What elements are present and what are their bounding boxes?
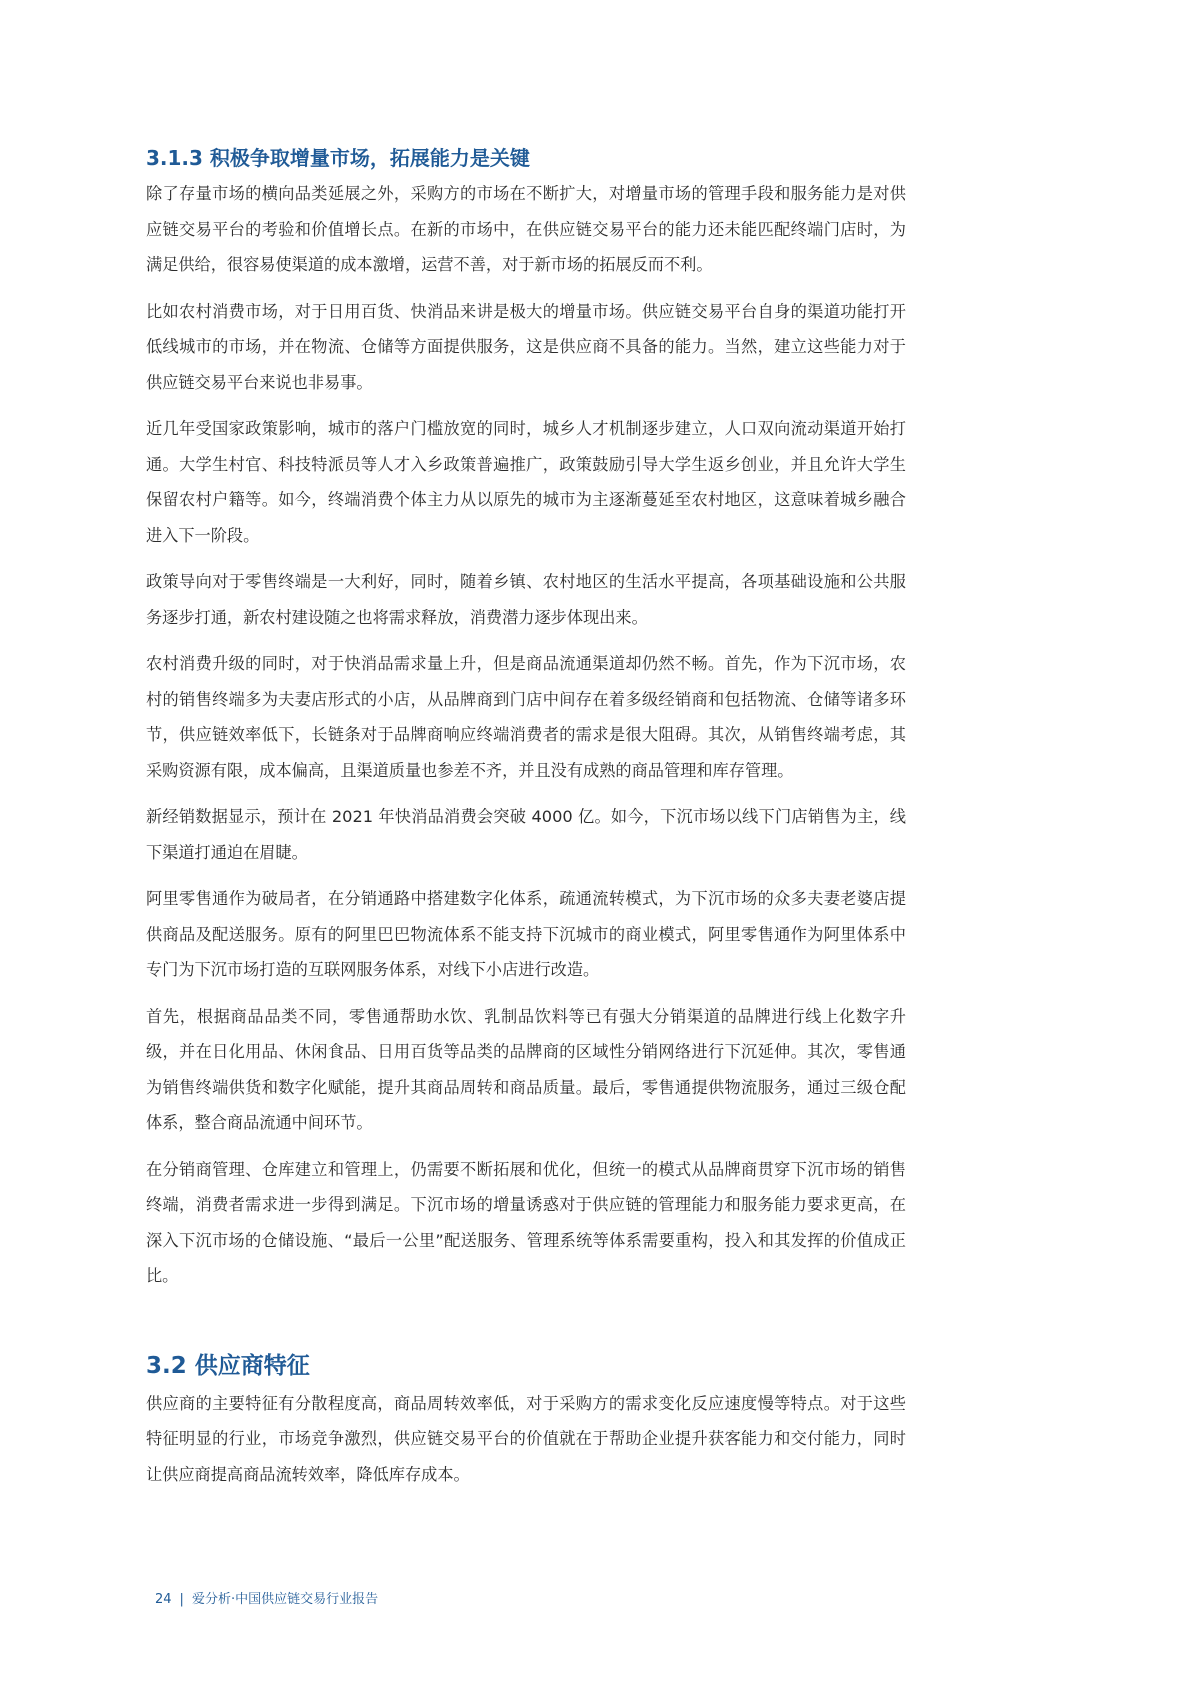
report-title: 爱分析·中国供应链交易行业报告	[191, 1592, 379, 1607]
paragraph: 近几年受国家政策影响，城市的落户门槛放宽的同时，城乡人才机制逐步建立，人口双向流动渠道开始打通。大学生村官、科技特派员等人才入乡政策普遍推广，政策鼓励引导大学生返乡创业，并且允许大学生保留农村户籍等。如今，终端消费个体主力从以原先的城市为主逐渐蔓延至农村地区，这意味着城乡融合进入下一阶段。	[146, 419, 906, 545]
page-content	[146, 140, 906, 1503]
paragraph: 阿里零售通作为破局者，在分销通路中搭建数字化体系，疏通流转模式，为下沉市场的众多夫妻老婆店提供商品及配送服务。原有的阿里巴巴物流体系不能支持下沉城市的商业模式，阿里零售通作为阿里体系中专门为下沉市场打造的互联网服务体系，对线下小店进行改造。	[146, 889, 906, 979]
page-number: 24	[155, 1592, 172, 1607]
section-3-1-3-heading: 3.1.3 积极争取增量市场，拓展能力是关键	[146, 146, 530, 170]
paragraph: 政策导向对于零售终端是一大利好，同时，随着乡镇、农村地区的生活水平提高，各项基础设施和公共服务逐步打通，新农村建设随之也将需求释放，消费潜力逐步体现出来。	[146, 572, 906, 627]
paragraph: 新经销数据显示，预计在 2021 年快消品消费会突破 4000 亿。如今，下沉市场以线下门店销售为主，线下渠道打通迫在眉睫。	[146, 807, 906, 862]
paragraph: 农村消费升级的同时，对于快消品需求量上升，但是商品流通渠道却仍然不畅。首先，作为下沉市场，农村的销售终端多为夫妻店形式的小店，从品牌商到门店中间存在着多级经销商和包括物流、仓储等诸多环节，供应链效率低下，长链条对于品牌商响应终端消费者的需求是很大阻碍。其次，从销售终端考虑，其采购资源有限，成本偏高，且渠道质量也参差不齐，并且没有成熟的商品管理和库存管理。	[146, 654, 906, 780]
footer-separator: |	[179, 1592, 184, 1607]
paragraph: 供应商的主要特征有分散程度高，商品周转效率低，对于采购方的需求变化反应速度慢等特点。对于这些特征明显的行业，市场竞争激烈，供应链交易平台的价值就在于帮助企业提升获客能力和交付能力，同时让供应商提高商品流转效率，降低库存成本。	[146, 1393, 906, 1484]
page-footer	[155, 1590, 378, 1610]
section-3-2-heading: 3.2 供应商特征	[146, 1352, 310, 1379]
paragraph: 除了存量市场的横向品类延展之外，采购方的市场在不断扩大，对增量市场的管理手段和服务能力是对供应链交易平台的考验和价值增长点。在新的市场中，在供应链交易平台的能力还未能匹配终端门店时，为满足供给，很容易使渠道的成本激增，运营不善，对于新市场的拓展反而不利。	[146, 184, 906, 274]
paragraph: 首先，根据商品品类不同，零售通帮助水饮、乳制品饮料等已有强大分销渠道的品牌进行线上化数字升级，并在日化用品、休闲食品、日用百货等品类的品牌商的区域性分销网络进行下沉延伸。其次，零售通为销售终端供货和数字化赋能，提升其商品周转和商品质量。最后，零售通提供物流服务，通过三级仓配体系，整合商品流通中间环节。	[146, 1006, 906, 1132]
paragraph: 比如农村消费市场，对于日用百货、快消品来讲是极大的增量市场。供应链交易平台自身的渠道功能打开低线城市的市场，并在物流、仓储等方面提供服务，这是供应商不具备的能力。当然，建立这些能力对于供应链交易平台来说也非易事。	[146, 301, 906, 392]
paragraph: 在分销商管理、仓库建立和管理上，仍需要不断拓展和优化，但统一的模式从品牌商贯穿下沉市场的销售终端，消费者需求进一步得到满足。下沉市场的增量诱惑对于供应链的管理能力和服务能力要求更高，在深入下沉市场的仓储设施、“最后一公里”配送服务、管理系统等体系需要重构，投入和其发挥的价值成正比。	[146, 1159, 906, 1285]
